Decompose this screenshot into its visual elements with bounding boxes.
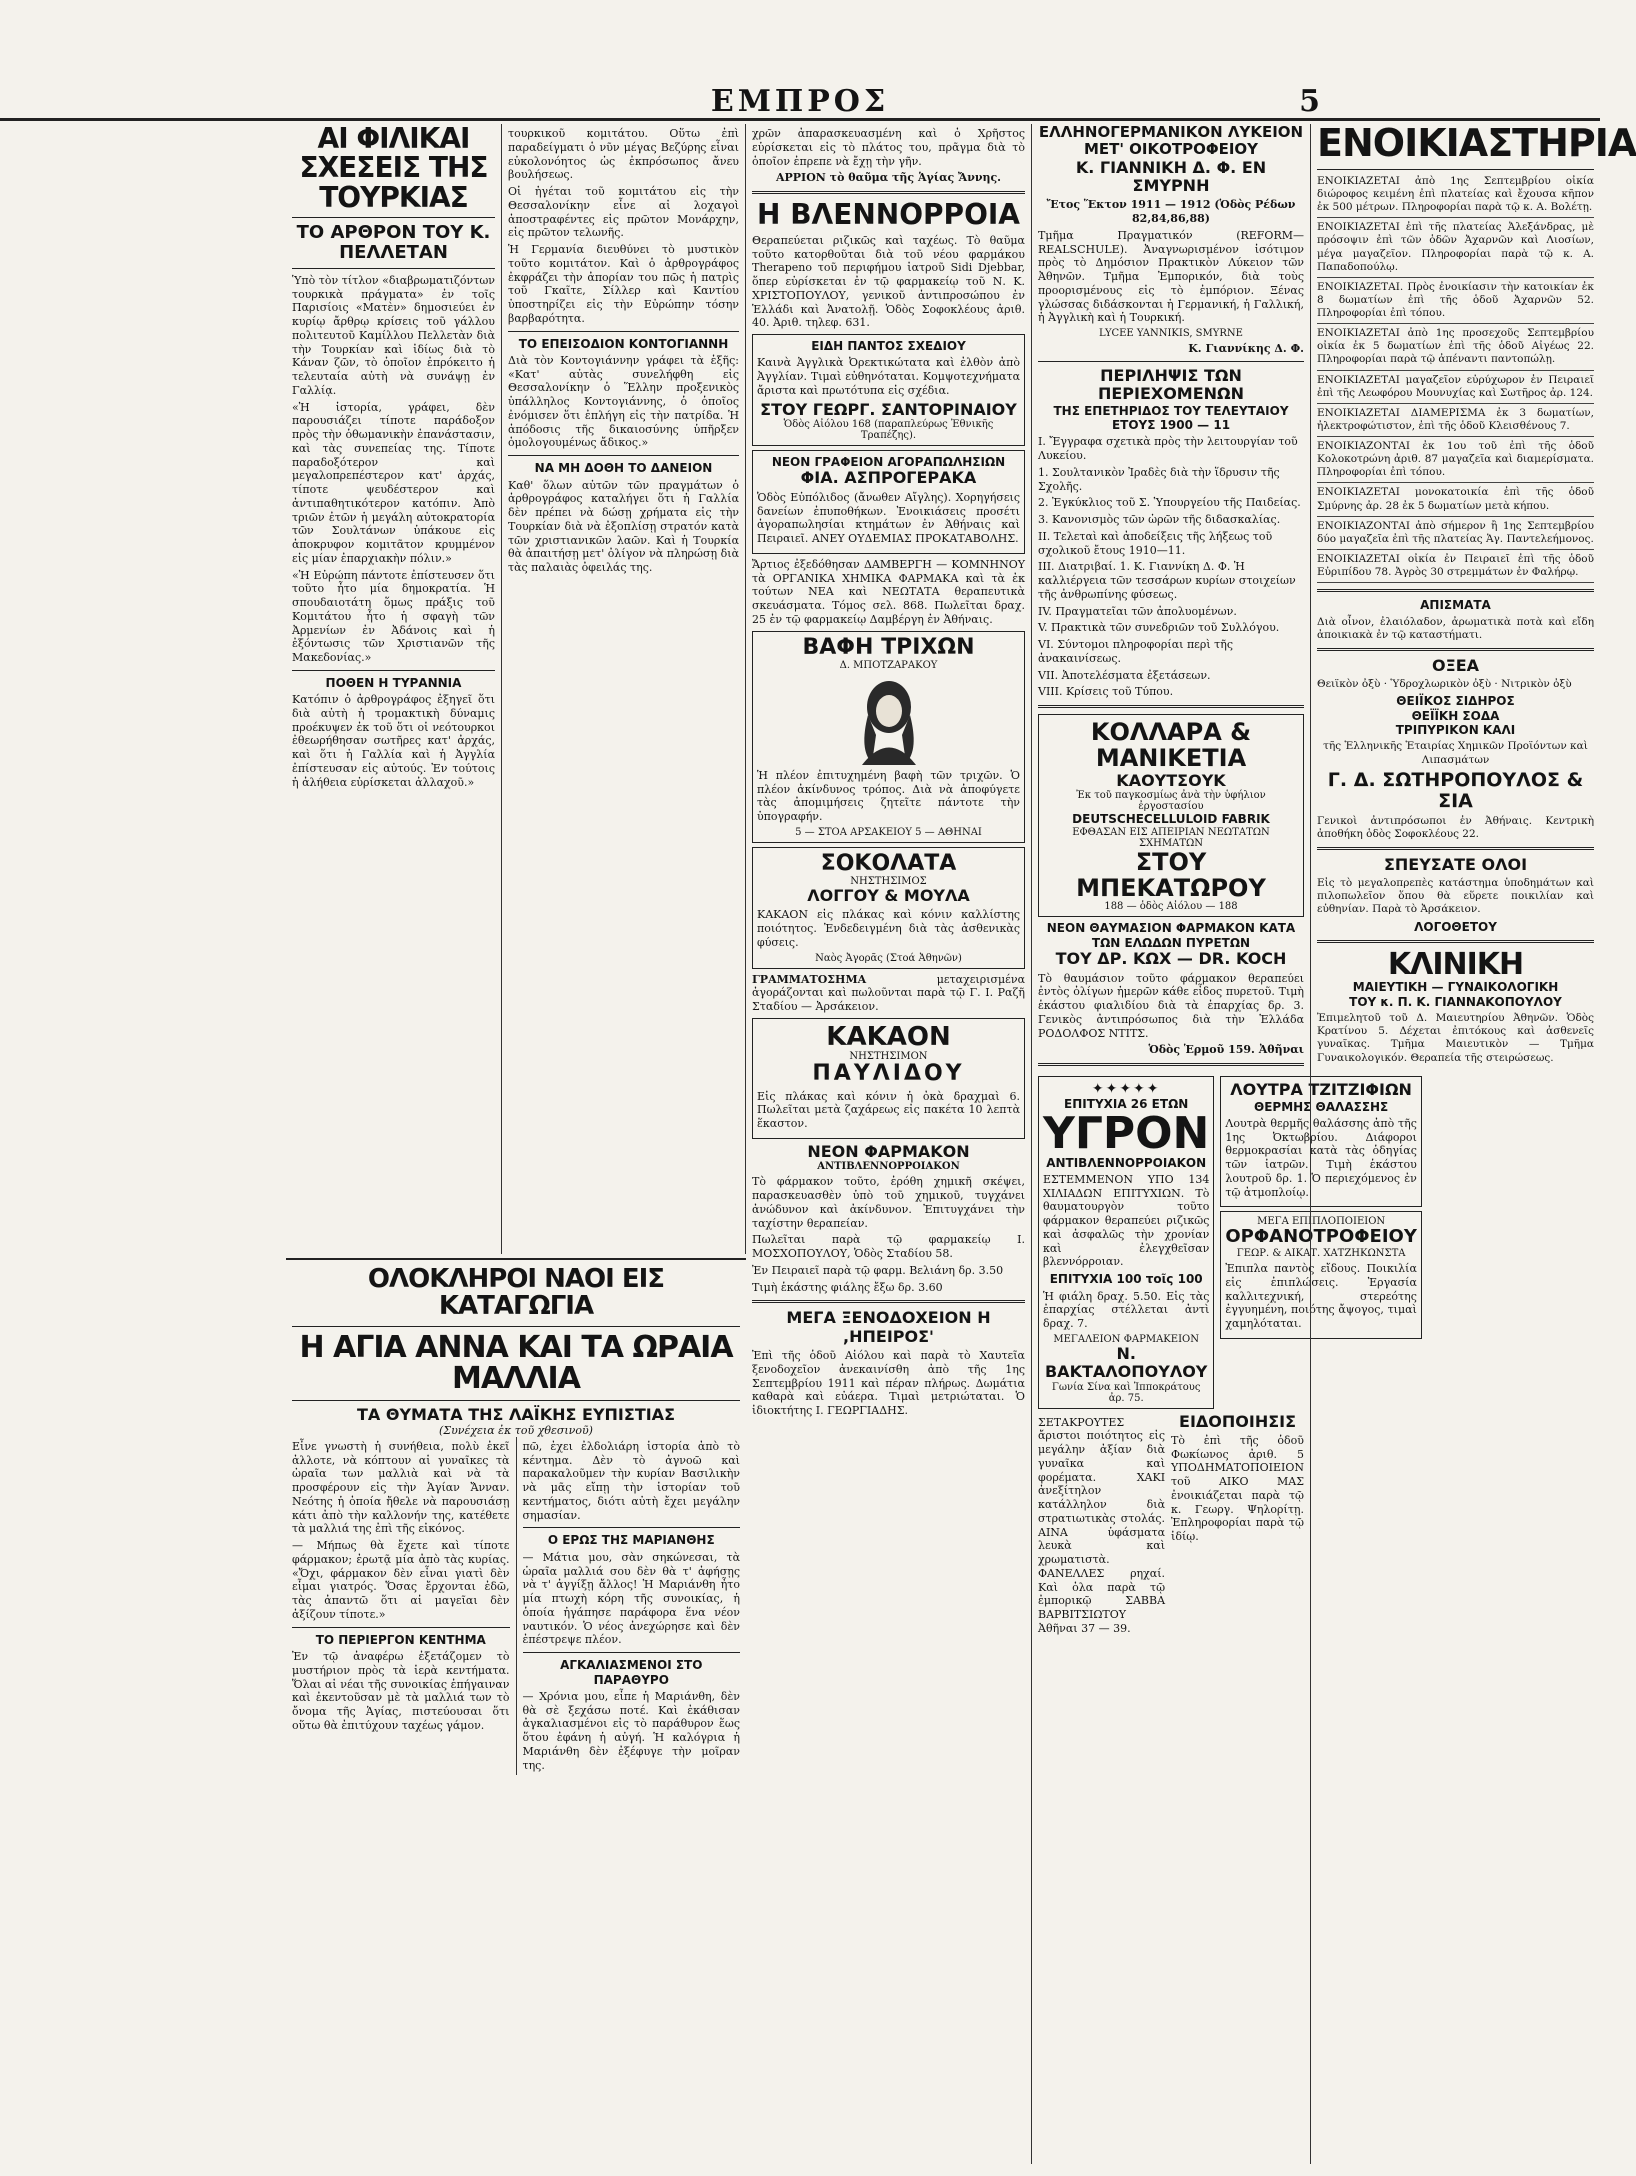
ad-title: ΜΕΓΑ ΞΕΝΟΔΟΧΕΙΟΝ Η ,ΗΠΕΙΡΟΣ'	[786, 1308, 991, 1346]
subheadline-pelletan: ΤΟ ΑΡΘΡΟΝ ΤΟΥ Κ. ΠΕΛΛΕΤΑΝ	[296, 222, 491, 263]
divider	[1317, 648, 1594, 651]
ad-acids	[1317, 657, 1594, 841]
page-number: 5	[1299, 84, 1320, 119]
ad-cocoa	[752, 1018, 1025, 1139]
ad-clinic	[1317, 946, 1594, 1065]
ad-doctor: ΤΟΥ κ. Π. Κ. ΓΙΑΝΝΑΚΟΠΟΥΛΟΥ	[1349, 994, 1562, 1009]
ad-row	[1038, 1072, 1417, 1412]
ad-office	[752, 450, 1025, 554]
summary-item: VIII. Κρίσεις τοῦ Τύπου.	[1038, 685, 1174, 699]
ad-body: Εἰς τὸ μεγαλοπρεπὲς κατάστημα ὑποδημάτων καὶ πιλοπωλεῖον ὅπου θὰ εὕρετε ποικιλίαν καὶ εὐθηνίαν. Παρὰ τὸ Ἀρσάκειον.	[1317, 877, 1594, 916]
ad-body: Τμῆμα Πραγματικόν (REFORM—REALSCHULE). Ἀναγνωρισμένον ἰσότιμον πρὸς τὸ Δημόσιον Πρακτικὸν Λύκειον τῶν Ἀθηνῶν. Τμῆμα Ἐμπορικόν, διὰ τοὺς προορισμένους εἰς τὸ ἐμπόριον. Ξένας γλώσσας διδάσκονται ἡ Γερμανική, ἡ Γαλλική, ἡ Ἀγγλικὴ καὶ ἡ Τουρκική.	[1038, 228, 1304, 325]
ad-body: ΕΣΤΕΜΜΕΝΟΝ ΥΠΟ 134 ΧΙΛΙΑΔΩΝ ΕΠΙΤΥΧΙΩΝ. Τὸ θαυματουργὸν τοῦτο φάρμακον θεραπεύει ριζικῶς καὶ ἀσφαλῶς τὴν χρονίαν καὶ ἐλεγχθεῖσαν βλεννόρροιαν.	[1043, 1172, 1210, 1269]
ad-body: ΚΑΚΑΟΝ εἰς πλάκας καὶ κόνιν καλλίστης ποιότητος. Ἐνδεδειγμένη διὰ τὰς ἀσθενικὰς φύσεις.	[757, 908, 1020, 949]
ad-brand: ΛΟΓΓΟΥ & ΜΟΥΛΑ	[807, 885, 970, 905]
ad-body: Τὸ θαυμάσιον τοῦτο φάρμακον θεραπεύει ἐντὸς ὀλίγων ἡμερῶν κάθε εἶδος πυρετοῦ. Τιμὴ ἑκάστου φιαλιδίου διὰ τὰ ἐπαρχίας δρ. 3. Γενικὸς ἀντιπρόσωπος διὰ τὴν Ἑλλάδα ΡΟΔΟΛΦΟΣ ΝΤΙΤΣ.	[1038, 971, 1304, 1040]
article-paragraph: — Μήπως θὰ ἔχετε καὶ τίποτε φάρμακον; ἐρωτᾷ μία ἀπὸ τὰς κυρίας. «Ὄχι, φάρμακον δὲν εἶναι γιατὶ δὲν εἶμαι γιατρός. Ὅσας ἔρχονται ἐδῶ, τὰς ἀπαντῶ ὅτι αἱ μαγεῖαι δὲν ἀξίζουν τίποτε.»	[292, 1539, 510, 1621]
ad-signature: Κ. Γιαννίκης Δ. Φ.	[1188, 342, 1304, 356]
article-left-column	[292, 1437, 510, 1775]
ad-body: τῆς Ἑλληνικῆς Ἑταιρίας Χημικῶν Προϊόντων καὶ Λιπασμάτων	[1323, 740, 1588, 766]
divider	[1038, 1063, 1304, 1066]
column-1	[286, 124, 502, 1254]
ad-pharma-book	[752, 558, 1025, 627]
rental-ad: ΕΝΟΙΚΙΑΖΕΤΑΙ ΔΙΑΜΕΡΙΣΜΑ ἐκ 3 δωματίων, ἠλεκτροφώτιστον, ἐπὶ τῆς ὁδοῦ Κλεισθένους 7.	[1317, 407, 1594, 437]
divider	[1317, 589, 1594, 592]
ad-title: ΕΛΛΗΝΟΓΕΡΜΑΝΙΚΟΝ ΛΥΚΕΙΟΝ ΜΕΤ' ΟΙΚΟΤΡΟΦΕΙΟΥ	[1038, 123, 1304, 159]
summary-item: 1. Σουλτανικὸν Ἰραδὲς διὰ τὴν ἵδρυσιν τῆς Σχολῆς.	[1038, 465, 1280, 493]
ad-body: Θεραπεύεται ριζικῶς καὶ ταχέως. Τὸ θαῦμα τοῦτο κατορθοῦται διὰ τοῦ νέου φαρμάκου Therapeno τοῦ περιφήμου ἰατροῦ Sidi Djebbar, ὅπερ εὑρίσκεται ἐν τῷ φαρμακείῳ τοῦ Ν. Κ. ΧΡΙΣΤΟΠΟΥΛΟΥ, γενικοῦ ἀντιπροσώπου ἐν Ἑλλάδι καὶ Ἀνατολῇ. Ὁδὸς Σοφοκλέους ἀριθ. 40. Ἀριθ. τηλεφ. 631.	[752, 233, 1025, 330]
article-paragraph: Κατόπιν ὁ ἀρθρογράφος ἐξηγεῖ ὅτι διὰ αὐτὴ ἡ τρομακτικὴ δύναμις προέκυψεν ἐκ τοῦ ὅτι οἱ νεότουρκοι ἐθεωρήθησαν σωτῆρες κατ' ἀρχάς, καὶ ὅτι ἡ Γαλλία καὶ ἡ Ἀγγλία ἐπίστευσαν εἰς αὐτούς. Ἐν τούτοις ἡ ἀλήθεια εὑρίσκεται ἀλλαχοῦ.»	[292, 693, 495, 789]
ad-title: ΚΟΛΛΑΡΑ & ΜΑΝΙΚΕΤΙΑ	[1090, 718, 1252, 773]
ad-ygron	[1038, 1076, 1214, 1408]
ad-body: ΣΕΤΑΚΡΟΥΤΕΣ ἄριστοι ποιότητος εἰς μεγάλην ἀξίαν διὰ γυναῖκα καὶ φορέματα. ΧΑΚΙ ἀνεξίτηλον κατάλληλον διὰ στρατιωτικὰς στολάς. ΑΙΝΑ ὑφάσματα λευκὰ καὶ χρωματιστὰ. ΦΑΝΕΛΛΕΣ ρηχαί. Καὶ ὁλα παρὰ τῷ ἐμπορικῷ ΣΑΒΒΑ ΒΑΡΒΙΤΣΙΩΤΟΥ Ἀθῆναι 37 — 39.	[1038, 1415, 1166, 1635]
ad-title: ΛΟΥΤΡΑ ΤΖΙΤΖΙΦΙΩΝ	[1230, 1080, 1412, 1100]
ad-fragment: ΑΡΡΙΟΝ τὸ θαῦμα τῆς Ἁγίας Ἄννης.	[775, 171, 1001, 185]
ad-body: Ὁδὸς Εὐπόλιδος (ἄνωθεν Αἴγλης). Χορηγήσεις δανείων ἐπυποθήκων. Ἐνοικιάσεις προσέτι ἀγοραπωλησίαι κτημάτων ἐν Ἀθήναις καὶ Πειραιεῖ. ΑΝΕΥ ΟΥΔΕΜΙΑΣ ΠΡΟΚΑΤΑΒΟΛΗΣ.	[757, 490, 1020, 546]
article-paragraph: Οἱ ἡγέται τοῦ κομιτάτου εἰς τὴν Θεσσαλονίκην εἶνε αἱ λοχαγοὶ ἀποστραφέντες εἰς πρῶτον Μονάρχην, εἰς πρῶτον τελωνῆς.	[508, 185, 739, 240]
ad-hurry	[1317, 856, 1594, 934]
divider	[523, 1527, 741, 1528]
notices-body: Τὸ ἐπὶ τῆς ὁδοῦ Φωκίωνος ἀριθ. 5 ΥΠΟΔΗΜΑΤΟΠΟΙΕΙΟΝ τοῦ ΑΙΚΟ ΜΑΣ ἐνοικιάζεται παρὰ τῷ κ. Γεωργ. Ψηλορίτῃ. Ἐπληροφορίαι παρὰ τῷ ἰδίῳ.	[1171, 1433, 1304, 1544]
ad-body: Τὸ φάρμακον τοῦτο, ἐρόθη χημικῆ σκέψει, παρασκευασθὲν ὑπὸ τοῦ χημικοῦ, τυγχάνει ἀνώδυνον καὶ ἀκίνδυνον. Ἐπιτυγχάνει τὴν ταχίστην θεραπείαν.	[752, 1175, 1025, 1230]
section-heading-kentima: ΤΟ ΠΕΡΙΕΡΓΟΝ ΚΕΝΤΗΜΑ	[315, 1632, 486, 1647]
summary-title: ΠΕΡΙΛΗΨΙΣ ΤΩΝ ΠΕΡΙΕΧΟΜΕΝΩΝ	[1097, 365, 1245, 404]
article-paragraph: Διὰ τὸν Κοντογιάννην γράφει τὰ ἑξῆς: «Κατ' αὐτὰς συνελήφθη εἰς Θεσσαλονίκην ὁ Ἕλλην προξενικὸς ὑπάλληλος Κοντογιάννης, ὁ ὁποῖος ἐνόμισεν ὅτι ἐπλήγη εἰς τὴν πατρίδα. Ἡ ἀπόδοσις τῆς δικαιοσύνης ὑπῆρξεν ὁμολογουμένως ἄδικος.»	[508, 353, 739, 450]
ad-items	[752, 334, 1025, 446]
divider	[292, 268, 495, 269]
ad-address: Ὁδὸς Αἰόλου 168 (παραπλεύρως Ἐθνικῆς Τραπέζης).	[783, 419, 994, 442]
ad-chocolate	[752, 847, 1025, 969]
section-heading-window: ΑΓΚΑΛΙΑΣΜΕΝΟΙ ΣΤΟ ΠΑΡΑΘΥΡΟ	[560, 1658, 703, 1687]
rental-ad: ΕΝΟΙΚΙΑΖΕΤΑΙ ἀπὸ 1ης Σεπτεμβρίου οἰκία διώροφος κειμένη ἐπὶ πλατείας καὶ ἔχουσα κῆπον ἐκ 500 μέτρων. Πληροφορίαι παρὰ τῷ κ. Α. Βολέτῃ.	[1317, 175, 1594, 218]
article-agia-anna	[286, 1258, 746, 2168]
rental-ad: ΕΝΟΙΚΙΑΖΟΝΤΑΙ ἀπὸ σήμερον ἢ 1ης Σεπτεμβρίου δύο μαγαζεῖα ἐπὶ τῆς πλατείας Ἁγ. Παντελεήμονος.	[1317, 520, 1594, 550]
summary-item: V. Πρακτικὰ τῶν συνεδριῶν τοῦ Συλλόγου.	[1038, 621, 1280, 635]
ad-title: ΚΛΙΝΙΚΗ	[1387, 946, 1524, 982]
ad-school: LYCEE YANNIKIS, SMYRNE	[1099, 328, 1243, 340]
masthead	[0, 0, 1600, 121]
divider	[1317, 940, 1594, 943]
ad-title: ΝΕΟΝ ΦΑΡΜΑΚΟΝ	[807, 1141, 970, 1161]
headline-temples: ΟΛΟΚΛΗΡΟΙ ΝΑΟΙ ΕΙΣ ΚΑΤΑΓΩΓΙΑ	[367, 1264, 665, 1322]
divider	[752, 191, 1025, 194]
continuation-note: (Συνέχεια ἐκ τοῦ χθεσινοῦ)	[439, 1423, 593, 1437]
ad-price: Ἐν Πειραιεῖ παρὰ τῷ φαρμ. Βελιάνη δρ. 3.50	[752, 1263, 1004, 1277]
divider	[1317, 169, 1594, 170]
divider	[292, 670, 495, 671]
divider	[292, 1326, 740, 1327]
ad-brand: ΠΑΥΛΙΔΟΥ	[812, 1061, 965, 1087]
summary-item: VI. Σύντομοι πληροφορίαι περὶ τῆς ἀνακαινίσεως.	[1038, 638, 1233, 665]
rental-ad: ΕΝΟΙΚΙΑΖΕΤΑΙ ἐπὶ τῆς πλατείας Ἀλεξάνδρας, μὲ πρόσοψιν ἐπὶ τῶν ὁδῶν Ἀχαρνῶν καὶ Λιοσίων, μέγα μαγαζεῖον. Πληροφορίαι παρὰ τῷ κ. Α. Παπαδοπούλῳ.	[1317, 221, 1594, 278]
ad-title: ΟΞΕΑ	[1431, 655, 1480, 675]
ad-subtitle: ΝΗΣΤΗΣΙΜΟΝ	[849, 1051, 928, 1063]
ad-subtitle: ΝΗΣΤΗΣΙΜΟΣ	[850, 875, 927, 887]
ad-body: ΕΠΙΤΥΧΙΑ 100 τοῖς 100	[1049, 1272, 1203, 1287]
rental-ad: ΕΝΟΙΚΙΑΖΕΤΑΙ οἰκία ἐν Πειραιεῖ ἐπὶ τῆς ὁδοῦ Εὐριπίδου 78. Ἀγρὸς 30 στρεμμάτων ἐν Φαλήρῳ.	[1317, 553, 1594, 583]
ad-row	[1038, 1413, 1304, 1639]
section-heading-marianthi: Ο ΕΡΩΣ ΤΗΣ ΜΑΡΙΑΝΘΗΣ	[547, 1533, 715, 1548]
ad-body: Ἐπιμελητοῦ τοῦ Δ. Μαιευτηρίου Ἀθηνῶν. Ὁδὸς Κρατίνου 5. Δέχεται ἐπιτόκους καὶ ἀσθενεῖς γυναῖκας. Τμῆμα Μαιευτικὸν — Τμῆμα Γυναικολογικόν. Θεραπεία τῆς στειρώσεως.	[1317, 1012, 1594, 1064]
ad-lyceum	[1038, 124, 1304, 356]
summary-item: II. Τελεταὶ καὶ ἀποδείξεις τῆς λήξεως τοῦ σχολικοῦ ἔτους 1910—11.	[1038, 529, 1273, 557]
summary-list	[1038, 435, 1304, 699]
article-paragraph: χρῶν ἀπαρασκευασμένη καὶ ὁ Χρῆστος εὑρίσκεται εἰς τὸ πλάτος του, πρᾶγμα διὰ τὸ ὁποῖον ἐπρεπε νὰ ἔχῃ τὴν γῆν.	[752, 127, 1025, 168]
ad-title: ΝΕΟΝ ΓΡΑΦΕΙΟΝ ΑΓΟΡΑΠΩΛΗΣΙΩΝ	[771, 455, 1006, 470]
ad-subtitle: ΑΝΤΙΒΛΕΝΝΟΡΡΟΙΑΚΟΝ	[817, 1161, 960, 1173]
ornament-border-icon: ✦✦✦✦✦	[1091, 1081, 1161, 1098]
summary-item: VII. Ἀποτελέσματα ἐξετάσεων.	[1038, 668, 1211, 682]
rental-ad: ΕΝΟΙΚΙΑΖΕΤΑΙ μονοκατοικία ἐπὶ τῆς ὁδοῦ Σμύρνης ἀρ. 28 ἐκ 5 δωματίων μετὰ κήπου.	[1317, 486, 1594, 516]
section-title: ΑΠΙΣΜΑΤΑ	[1420, 598, 1491, 613]
article-paragraph: Ὑπὸ τὸν τίτλον «διαβρωματιζόντων τουρκικὰ πράγματα» ἐν τοῖς Παρισίοις «Ματὲν» δημοσιεύει ἐν κυρίῳ ἄρθρῳ κρίσεις τοῦ γάλλου πολιτευτοῦ Καμίλλου Πελλετὰν διὰ τὴν Τουρκίαν καὶ ἰδίως διὰ τὸ Κάναν ζῶν, τὸ ὁποῖον ἐπρόκειτο ἡ τελευταία αὐτὴ νὰ συνάψῃ ἐν Γαλλίᾳ.	[292, 273, 495, 397]
ad-title: Η ΒΛΕΝΝΟΡΡΟΙΑ	[757, 198, 1020, 231]
divider	[752, 1300, 1025, 1303]
divider	[292, 1627, 510, 1628]
ad-title: ΒΑΦΗ ΤΡΙΧΩΝ	[802, 634, 975, 660]
article-paragraph: Καθ' ὅλων αὐτῶν τῶν πραγμάτων ὁ ἀρθρογράφος καταλήγει ὅτι ἡ Γαλλία δὲν πρέπει νὰ δώσῃ χρήματα εἰς τὴν Τουρκίαν διὰ νὰ ἐξοπλίσῃ στρατόν κατὰ τῶν χριστιανικῶν λαῶν. Καὶ ἡ Τουρκία θὰ ἀπαιτήσῃ μετ' ὀλίγον νὰ πληρώσῃ διὰ τὰς παλαιὰς ὀφειλάς της.	[508, 478, 739, 575]
ad-subtitle: ΜΑΙΕΥΤΙΚΗ — ΓΥΝΑΙΚΟΛΟΓΙΚΗ	[1352, 980, 1559, 995]
ad-address: Πωλεῖται παρὰ τῷ φαρμακείῳ Ι. ΜΟΣΧΟΠΟΥΛΟΥ, Ὁδὸς Σταδίου 58.	[752, 1233, 1025, 1261]
ad-brand: ΘΕΙΪΚΟΣ ΣΙΔΗΡΟΣ	[1396, 694, 1515, 709]
ad-label: ΕΠΙΤΥΧΙΑ 26 ΕΤΩΝ	[1064, 1097, 1189, 1112]
article-paragraph: — Χρόνια μου, εἶπε ἡ Μαριάνθη, δὲν θὰ σὲ ξεχάσω ποτέ. Καὶ ἐκάθισαν ἀγκαλιασμένοι εἰς τὸ παράθυρον ἕως ὅτου ἐφάνη ἡ αὐγή. Ἡ καλόγρια ἡ Μαριάνθη δὲν ἐξέφυγε τὴν μοῖραν της.	[522, 1689, 740, 1772]
ad-body: Θειϊκὸν ὀξὺ · Ὑδροχλωρικὸν ὀξὺ · Νιτρικὸν ὀξὺ	[1317, 678, 1572, 691]
summary-item: 2. Ἐγκύκλιος τοῦ Σ. Ὑπουργείου τῆς Παιδείας.	[1038, 496, 1301, 510]
divider	[508, 331, 739, 332]
ad-label: ΜΕΓΑ ΕΠΙΠΛΟΠΟΙΕΙΟΝ	[1257, 1216, 1386, 1228]
ad-title: ΕΙΔΗ ΠΑΝΤΟΣ ΣΧΕΔΙΟΥ	[811, 339, 966, 354]
ad-shop: ΣΤΟΥ ΓΕΩΡΓ. ΣΑΝΤΟΡΙΝΑΙΟΥ	[760, 399, 1017, 419]
ad-address: Ναὸς Ἀγορᾶς (Στοά Ἀθηνῶν)	[815, 952, 962, 964]
ad-title: ΝΕΟΝ ΘΑΥΜΑΣΙΟΝ ΦΑΡΜΑΚΟΝ ΚΑΤΑ ΤΩΝ ΕΛΩΔΩΝ ΠΥΡΕΤΩΝ	[1046, 921, 1296, 950]
ad-subtitle: ΑΝΤΙΒΛΕΝΝΟΡΡΟΙΑΚΟΝ	[1046, 1155, 1207, 1170]
divider	[1038, 361, 1304, 362]
headline-agia-anna: Η ΑΓΙΑ ΑΝΝΑ ΚΑΙ ΤΑ ΩΡΑΙΑ ΜΑΛΛΙΑ	[299, 1329, 733, 1397]
ad-shop: ΛΟΓΟΘΕΤΟΥ	[1414, 919, 1497, 934]
ad-title: ΟΡΦΑΝΟΤΡΟΦΕΙΟΥ	[1225, 1226, 1417, 1248]
ad-body: Ἡ πλέον ἐπιτυχημένη βαφὴ τῶν τριχῶν. Ὁ πλέον ἀκίνδυνος τρόπος. Διὰ νὰ ἀποφύγετε τὰς ἀπομιμήσεις ζητεῖτε πάντοτε τὴν ὑπογραφήν.	[757, 768, 1020, 824]
headline-turkey: ΑΙ ΦΙΛΙΚΑΙ ΣΧΕΣΕΙΣ ΤΗΣ ΤΟΥΡΚΙΑΣ	[299, 122, 488, 214]
section-heading-kontogianni: ΤΟ ΕΠΕΙΣΟΔΙΟΝ ΚΟΝΤΟΓΙΑΝΝΗ	[518, 336, 729, 351]
ad-brand: ΦΙΑ. ΑΣΠΡΟΓΕΡΑΚΑ	[800, 468, 977, 488]
article-paragraph: Ἐν τῷ ἀναφέρω ἐξετάζομεν τὸ μυστήριον πρὸς τὰ ἱερὰ κεντήματα. Ὅλαι αἱ νέαι τῆς συνοικίας ἐπήγαιναν καὶ ἐκεντοῦσαν μὲ τὰ μαλλιά των τὸ ὄνομα τῆς Ἁγίας, πιστεύουσαι ὅτι οὕτω θὰ ἐπιτύχουν ταχέως γάμον.	[292, 1650, 510, 1732]
ad-subtitle: ΘΕΡΜΗΣ ΘΑΛΑΣΣΗΣ	[1254, 1099, 1389, 1114]
ad-body: Ἄρτιος ἐξεδόθησαν ΔΑΜΒΕΡΓΗ — ΚΟΜΝΗΝΟΥ τὰ ΟΡΓΑΝΙΚΑ ΧΗΜΙΚΑ ΦΑΡΜΑΚΑ καὶ τὰ ἐκ τούτων ΝΕΑ καὶ ΝΕΩΤΑΤΑ θεραπευτικὰ σκευάσματα. Τόμος σελ. 868. Πωλεῖται δραχ. 25 ἐν τῷ φαρμακείῳ Δαμβέργη ἐν Ἀθήναις.	[752, 557, 1025, 626]
summary-item: III. Διατριβαί. 1. Κ. Γιαννίκη Δ. Φ. Ἡ καλλιέργεια τῶν τεσσάρων κυρίων στοιχείων τῆς ἀνθρωπίνης φύσεως.	[1038, 560, 1296, 601]
ad-title: ΓΡΑΜΜΑΤΟΣΗΜΑ	[752, 972, 867, 986]
column-3	[746, 124, 1032, 2164]
divider	[508, 455, 739, 456]
summary-item: I. Ἔγγραφα σχετικὰ πρὸς τὴν λειτουργίαν τοῦ Λυκείου.	[1038, 435, 1298, 463]
column-4	[1032, 123, 1417, 2164]
summary-item: IV. Πραγματεῖαι τῶν ἀπολυομένων.	[1038, 604, 1237, 618]
article-columns	[292, 1437, 740, 1775]
ad-body: Ἐπὶ τῆς ὁδοῦ Αἰόλου καὶ παρὰ τὸ Χαυτεῖα ξενοδοχεῖον ἀνεκαινίσθη ἀπὸ τῆς 1ης Σεπτεμβρίου 1911 καὶ πέραν πλήρως. Δωμάτια καθαρὰ καὶ εὐάερα. Τιμαὶ μετριώταται. Ὁ ἰδιοκτήτης Ι. ΓΕΩΡΓΙΑΔΗΣ.	[752, 1349, 1025, 1418]
ad-subtitle: Δ. ΜΠΟΤΖΑΡΑΚΟΥ	[839, 659, 938, 671]
notices	[1171, 1413, 1304, 1639]
ad-address: 188 — ὁδὸς Αἰόλου — 188	[1104, 901, 1238, 913]
ad-body: Καινὰ Ἀγγλικὰ Ὀρεκτικώτατα καὶ ἐλθὸν ἀπὸ Ἀγγλίαν. Τιμαὶ εὐθηνόταται. Κομψοτεχνήματα ἄριστα καὶ πρωτότυπα εἰς σχέδια.	[757, 356, 1020, 397]
article-paragraph: Ἡ Γερμανία διευθύνει τὸ μυστικὸν τοῦτο κομιτάτον. Καὶ ὁ ἀρθρογράφος ἐκφράζει τὴν ἀπορίαν του πῶς ἡ πατρὶς τοῦ Γκαῖτε, Σίλλερ καὶ Καντίου ὑποστηρίζει εἰς τὴν Εὐρώπην τόσην βαρβαρότητα.	[508, 243, 739, 325]
ad-body: Εἰς πλάκας καὶ κόνιν ἡ ὀκὰ δραχμαὶ 6. Πωλεῖται μετὰ ζαχάρεως εἰς πακέτα 10 λεπτὰ ἕκαστον.	[757, 1089, 1020, 1131]
article-paragraph: «Ἡ Εὐρώπη πάντοτε ἐπίστευσεν ὅτι τοῦτο ἦτο μία δημοκρατία. Ἡ σπουδαιοτάτη ὅμως πράξις τοῦ Κομιτάτου ἦτο ἡ σφαγὴ τῶν Ἀρμενίων ἐν Ἀδάνοις καὶ ἡ ἐξόντωσις τῶν Χριστιανῶν τῆς Μακεδονίας.»	[292, 568, 495, 665]
ad-title: ΚΑΚΑΟΝ	[826, 1021, 951, 1052]
ad-shop: Ν. ΒΑΚΤΑΛΟΠΟΥΛΟΥ	[1044, 1343, 1208, 1382]
ad-fabrics	[1038, 1413, 1165, 1639]
ad-address: Γωνία Σίνα καὶ Ἱπποκράτους ἀρ. 75.	[1051, 1381, 1201, 1404]
newspaper-title: ΕΜΠΡΟΣ	[710, 84, 890, 119]
ad-new-medicine	[752, 1143, 1025, 1294]
ad-price: Ἡ φιάλη δραχ. 5.50. Εἰς τὰς ἐπαρχίας στέλλεται ἀντὶ δραχ. 7.	[1043, 1289, 1210, 1331]
ad-collars	[1038, 714, 1304, 917]
article-right-column	[516, 1437, 741, 1775]
rental-ad: ΕΝΟΙΚΙΑΖΕΤΑΙ ἀπὸ 1ης προσεχοῦς Σεπτεμβρίου οἰκία ἐκ 5 δωματίων ἐπὶ τῆς ὁδοῦ Αἰγέως 22. Πληροφορίαι παρὰ τῷ ἀπέναντι παντοπώλῃ.	[1317, 327, 1594, 370]
ad-address: Ὁδὸς Ἑρμοῦ 159. Ἀθῆναι	[1148, 1043, 1304, 1057]
ad-stamps	[752, 973, 1025, 1014]
article-paragraph: πῶ, ἐχει ἐλδολιάρη ἱστορία ἀπὸ τὸ κέντημα. Δὲν τὸ ἀγνοῶ καὶ παρακαλοῦμεν τὴν κυρίαν Βασιλικὴν νὰ μᾶς εἴπῃ τὴν ἱστορίαν τοῦ κεντήματος, διότι αὐτὴ ἔχει μεγάλην σημασίαν.	[522, 1439, 740, 1522]
divider	[292, 1400, 740, 1401]
ad-company: Γ. Δ. ΣΩΤΗΡΟΠΟΥΛΟΣ & ΣΙΑ	[1327, 768, 1584, 812]
ad-address: Γενικοὶ ἀντιπρόσωποι ἐν Ἀθήναις. Κεντρικὴ ἀποθήκη ὁδὸς Σοφοκλέους 22.	[1317, 814, 1594, 840]
divider	[1038, 705, 1304, 708]
article-paragraph: τουρκικοῦ κομιτάτου. Οὕτω ἐπὶ παραδείγματι ὁ νῦν μέγας Βεζύρης εἶναι εὐκολονόητος ὡς ἐκπρόσωπος ἄνευ βουλήσεως.	[508, 127, 739, 182]
ad-subtitle: ΓΕΩΡ. & ΑΙΚΑΤ. ΧΑΤΖΗΚΩΝΣΤΑ	[1236, 1248, 1406, 1260]
summary-item: 3. Κανονισμὸς τῶν ὡρῶν τῆς διδασκαλίας.	[1038, 513, 1281, 527]
divider	[292, 217, 495, 218]
ad-title: ΣΠΕΥΣΑΤΕ ΟΛΟΙ	[1383, 854, 1528, 874]
column-5-classifieds	[1310, 121, 1636, 2164]
rental-ad: ΕΝΟΙΚΙΑΖΕΤΑΙ μαγαζεῖον εὐρύχωρον ἐν Πειραιεῖ ἐπὶ τῆς Λεωφόρου Μουνυχίας καὶ Σωτῆρος ἀρ. 124.	[1317, 374, 1594, 404]
woman-portrait-icon	[854, 675, 924, 765]
ad-hair-dye	[752, 631, 1025, 843]
article-paragraph: «Ἡ ἱστορία, γράφει, δὲν παρουσιάζει τίποτε παράδοξον πρὸς τὴν ὁθωμανικὴν ἐπανάστασιν, καὶ τὰς συνεπείας της. Τίποτε παραδοξότερον καὶ μεγαλοπρεπέστερον κατ' ἀρχάς, τίποτε ψευδέστερον καὶ ἀντιπαθητικότερον κατόπιν. Ἀπὸ τριῶν ἐτῶν ἡ μεγάλη αὐτοκρατορία τῶν Σουλτάνων ὑπάκουε εἰς ἀποκρυφον κομιτᾶτον κρυμμένον εἰς μίαν ἐπαρχιακὴν πόλιν.»	[292, 400, 495, 565]
ad-title: ΣΟΚΟΛΑΤΑ	[820, 850, 957, 876]
summary-subtitle: ΤΗΣ ΕΠΕΤΗΡΙΔΟΣ ΤΟΥ ΤΕΛΕΥΤΑΙΟΥ ΕΤΟΥΣ 1900 — 11	[1053, 403, 1289, 432]
column-2	[502, 124, 746, 1254]
ad-body: ΕΦΘΑΣΑΝ ΕΙΣ ΑΠΕΙΡΙΑΝ ΝΕΩΤΑΤΩΝ ΣΧΗΜΑΤΩΝ	[1072, 826, 1270, 849]
rental-ad: ΕΝΟΙΚΙΑΖΕΤΑΙ. Πρὸς ἐνοικίασιν τὴν κατοικίαν ἐκ 8 δωματίων ἐπὶ τῆς ὁδοῦ Ἀχαρνῶν 52. Πληροφορίαι ἐπὶ τόπου.	[1317, 281, 1594, 324]
ad-price: Τιμὴ ἑκάστης φιάλης ἔξω δρ. 3.60	[752, 1280, 943, 1294]
divider	[523, 1652, 741, 1653]
classifieds-title: ΕΝΟΙΚΙΑΣΤΗΡΙΑ	[1317, 121, 1636, 165]
ad-subtitle: Κ. ΓΙΑΝΝΙΚΗ Δ. Φ. ΕΝ ΣΜΥΡΝΗ	[1075, 157, 1267, 195]
article-paragraph: Εἶνε γνωστὴ ἡ συνήθεια, πολὺ ἐκεῖ ἀλλοτε, νὰ κόπτουν αἱ γυναῖκες τὰ ὡραῖα των μαλλιὰ καὶ νὰ τὰ προσφέρουν εἰς τὴν Ἁγίαν Ἄνναν. Νεότης ἡ ὁποία ἤθελε νὰ παρουσιάσῃ κάτι ἀπὸ τὴν καλλονήν της, κατέθετε τὰ μαλλιά της ἐπὶ τῆς εἰκόνος.	[292, 1439, 510, 1536]
ad-brand: DEUTSCHECELLULOID FABRIK	[1072, 812, 1270, 827]
headline-victims: ΤΑ ΘΥΜΑΤΑ ΤΗΣ ΛΑΪΚΗΣ ΕΥΠΙΣΤΙΑΣ	[356, 1404, 675, 1424]
yearbook-summary	[1038, 367, 1304, 699]
ad-body: μεταχειρισμένα ἀγοράζονται καὶ πωλοῦνται παρὰ τῷ Γ. Ι. Ραζῆ Σταδίου — Ἀρσάκειον.	[752, 972, 1025, 1014]
section-heading-tyranny: ΠΟΘΕΝ Η ΤΥΡΑΝΝΙΑ	[325, 675, 462, 690]
ad-hotel	[752, 1309, 1025, 1418]
ad-shop: ΣΤΟΥ ΜΠΕΚΑΤΩΡΟΥ	[1076, 847, 1266, 903]
ad-subtitle: ΤΟΥ ΔΡ. ΚΩΧ — DR. KOCH	[1055, 949, 1287, 969]
ad-body: Διὰ οἶνον, ἐλαιόλαδον, ἀρωματικὰ ποτὰ καὶ εἴδη ἀποικιακὰ ἐν τῷ καταστήματι.	[1317, 615, 1594, 641]
ad-body: Ἐπιπλα παντὸς εἴδους. Ποικιλία εἰς ἐπιπλώσεις. Ἐργασία καλλιτεχνική, στερεότης ἐγγυημένη, ποιότης ἄψογος, τιμαὶ χαμηλόταται.	[1225, 1262, 1417, 1331]
ad-body: Λουτρὰ θερμῆς θαλάσσης ἀπὸ τῆς 1ης Ὀκτωβρίου. Διάφοροι θερμοκρασίαι κατὰ τὰς ὁδηγίας τῶν ἰατρῶν. Τιμὴ ἑκάστου λουτροῦ δρ. 1. Ὁ περιεχόμενος ἐν τῷ ἀτμοπλοίῳ.	[1225, 1116, 1417, 1199]
ad-brand: ΤΡΙΠΥΡΙΚΟΝ ΚΑΛΙ	[1395, 723, 1516, 738]
ad-address: 5 — ΣΤΟΑ ΑΡΣΑΚΕΙΟΥ 5 — ΑΘΗΝΑΙ	[795, 826, 982, 838]
ad-body: Ἐκ τοῦ παγκοσμίως ἀνὰ τὴν ὑφήλιον ἐργοστασίου	[1076, 790, 1266, 813]
ad-shop-label: ΜΕΓΑΛΕΙΟΝ ΦΑΡΜΑΚΕΙΟΝ	[1053, 1333, 1199, 1345]
rental-ad: ΕΝΟΙΚΙΑΖΟΝΤΑΙ ἐκ 1ου τοῦ ἐπὶ τῆς ὁδοῦ Κολοκοτρώνη ἀριθ. 87 μαγαζεῖα καὶ διαμερίσματα. Πληροφορίαι ἐπὶ τόπου.	[1317, 440, 1594, 483]
ad-year: Ἔτος Ἕκτον 1911 — 1912 (Ὁδὸς Ρέδων 82,84,86,88)	[1046, 198, 1296, 226]
ad-subtitle: ΚΑΟΥΤΣΟΥΚ	[1116, 770, 1226, 790]
section-heading-loan: ΝΑ ΜΗ ΔΟΘΗ ΤΟ ΔΑΝΕΙΟΝ	[534, 461, 713, 476]
divider	[1317, 847, 1594, 850]
article-paragraph: — Μάτια μου, σὰν σηκώνεσαι, τὰ ὡραῖα μαλλιά σου δὲν θὰ τ' ἀφήσῃς νὰ τ' ἀγγίξῃ ἄλλος! Ἡ Μαριάνθη ἦτο μία πτωχὴ κόρη τῆς συνοικίας, ἡ ὁποία ἠγάπησε παράφορα ἕνα νέον ναυτικόν. Ὁ νέος ἀνεχώρησε καὶ δὲν ἐπέστρεψε πλέον.	[522, 1550, 740, 1647]
notices-title: ΕΙΔΟΠΟΙΗΣΙΣ	[1179, 1411, 1297, 1431]
ad-brand: ΘΕΪΪΚΗ ΣΟΔΑ	[1411, 708, 1500, 723]
ad-blennorrhea	[752, 200, 1025, 330]
rental-list	[1317, 175, 1594, 583]
ad-title: ΥΓΡΟΝ	[1043, 1107, 1210, 1159]
ad-fever-medicine	[1038, 921, 1304, 1057]
